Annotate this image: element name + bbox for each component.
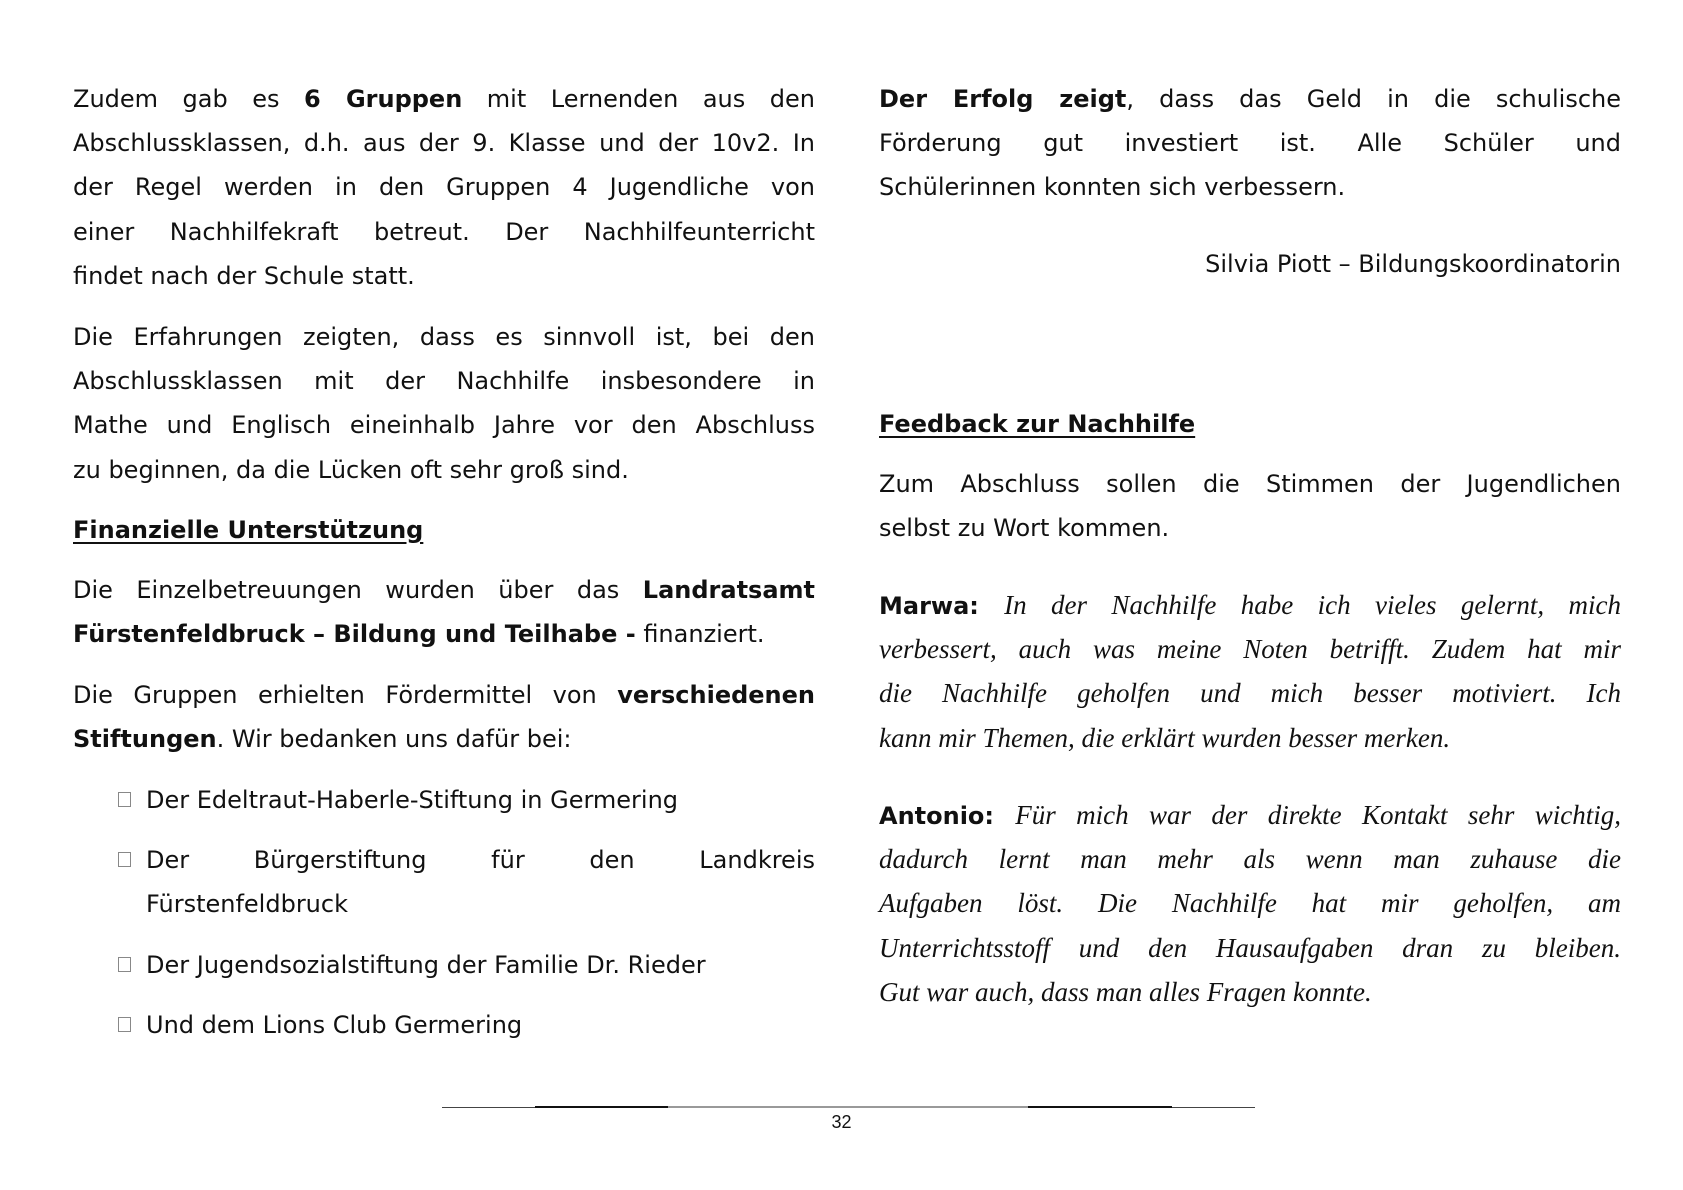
text-run	[979, 592, 1004, 620]
text-line	[879, 793, 1621, 837]
text-line	[73, 77, 815, 121]
text-run: verbessert, auch was meine Noten betrifft. Zudem hat mir	[879, 634, 1621, 665]
text-line	[73, 254, 815, 298]
text-run: zu beginnen, da die Lücken oft sehr groß sind.	[73, 455, 629, 484]
list-item	[146, 838, 815, 926]
text-line	[73, 315, 815, 359]
text-run: finanziert.	[635, 620, 765, 649]
text-run: Unterrichtsstoff und den Hausaufgaben dran zu bleiben.	[879, 932, 1621, 963]
text-line	[879, 121, 1621, 165]
paragraph-stiftungen	[73, 673, 815, 761]
text-line	[73, 359, 815, 403]
text-run: Feedback zur Nachhilfe	[879, 410, 1196, 438]
text-run: Für mich war der direkte Kontakt sehr wichtig,	[1015, 800, 1621, 830]
text-run: dadurch lernt man mehr als wenn man zuhause die	[879, 844, 1621, 875]
text-run: Der Edeltraut-Haberle-Stiftung in Germering	[146, 786, 679, 814]
text-run: kann mir Themen, die erklärt wurden besser merken.	[879, 722, 1451, 753]
quote-antonio	[879, 793, 1621, 1014]
text-run: Antonio:	[879, 802, 995, 830]
paragraph-erfolg	[879, 77, 1621, 210]
text-line	[879, 402, 1621, 446]
list-item	[146, 943, 815, 987]
text-line	[73, 568, 815, 612]
text-run: Zum Abschluss sollen die Stimmen der Jugendlichen	[879, 470, 1621, 498]
text-run: die Nachhilfe geholfen und mich besser motiviert. Ich	[879, 678, 1621, 709]
text-line	[146, 778, 815, 822]
quote-marwa	[879, 583, 1621, 760]
text-line	[73, 121, 815, 165]
text-line	[879, 970, 1621, 1014]
text-line	[73, 508, 815, 552]
text-run: Und dem Lions Club Germering	[146, 1011, 523, 1039]
text-run: , dass das Geld in die schulische	[1126, 85, 1621, 113]
text-run: Mathe und Englisch eineinhalb Jahre vor den Abschluss	[73, 411, 815, 440]
signature	[879, 242, 1621, 286]
text-run: Fürstenfeldbruck – Bildung und Teilhabe -	[73, 620, 636, 649]
text-line	[879, 462, 1621, 506]
text-run: Aufgaben löst. Die Nachhilfe hat mir geholfen, am	[879, 888, 1621, 919]
text-run: Die Einzelbetreuungen wurden über das	[73, 576, 643, 604]
text-line	[879, 837, 1621, 881]
text-line	[73, 165, 815, 209]
checkbox-bullet-icon	[118, 957, 131, 972]
text-run: Marwa:	[879, 592, 979, 620]
paragraph-intro	[879, 462, 1621, 550]
text-line	[146, 943, 815, 987]
text-line	[73, 717, 815, 761]
text-run: Die Gruppen erhielten Fördermittel von	[73, 681, 618, 709]
checkbox-bullet-icon	[118, 792, 131, 807]
text-run: einer Nachhilfekraft betreut. Der Nachhilfeunterricht	[73, 217, 815, 246]
text-run: Landratsamt	[642, 576, 815, 604]
text-run: Schülerinnen konnten sich verbessern.	[879, 173, 1346, 202]
text-run: der Regel werden in den Gruppen 4 Jugendliche von	[73, 173, 815, 202]
text-run	[994, 802, 1015, 830]
text-run: Förderung gut investiert ist. Alle Schüler und	[879, 129, 1621, 158]
text-run: findet nach der Schule statt.	[73, 261, 415, 290]
text-run: Die Erfahrungen zeigten, dass es sinnvoll ist, bei den	[73, 323, 815, 351]
text-line	[879, 716, 1621, 760]
text-line	[73, 612, 815, 656]
text-run: selbst zu Wort kommen.	[879, 514, 1170, 543]
checkbox-bullet-icon	[118, 852, 131, 867]
text-run: In der Nachhilfe habe ich vieles gelernt, mich	[1004, 590, 1621, 620]
list-item	[146, 1003, 815, 1047]
text-run: Fürstenfeldbruck	[146, 890, 348, 919]
list-item	[146, 778, 815, 822]
text-run: mit Lernenden aus den	[462, 85, 815, 113]
text-run: Zudem gab es	[73, 85, 305, 113]
text-run: Abschlussklassen, d.h. aus der 9. Klasse und der 10v2. In	[73, 129, 815, 158]
text-line	[146, 882, 815, 926]
paragraph-groups	[73, 77, 815, 298]
text-line	[879, 165, 1621, 209]
text-line	[73, 403, 815, 447]
text-line	[879, 627, 1621, 671]
text-line	[73, 448, 815, 492]
text-line	[73, 673, 815, 717]
text-run: Stiftungen	[73, 725, 217, 754]
text-run: Der Erfolg zeigt	[879, 85, 1127, 113]
footer-rule-accent	[668, 1106, 1028, 1108]
text-line	[879, 242, 1621, 286]
text-run: Der Bürgerstiftung für den Landkreis	[146, 846, 815, 874]
text-run: Der Jugendsozialstiftung der Familie Dr. Rieder	[146, 951, 706, 979]
text-line	[879, 926, 1621, 970]
text-run: Gut war auch, dass man alles Fragen konnte.	[879, 976, 1372, 1007]
text-line	[879, 506, 1621, 550]
heading-finanzielle-unterstuetzung	[73, 508, 815, 552]
text-line	[146, 1003, 815, 1047]
page-number: 32	[831, 1112, 852, 1132]
text-run: verschiedenen	[617, 681, 815, 709]
text-line	[146, 838, 815, 882]
paragraph-experience	[73, 315, 815, 492]
text-line	[879, 583, 1621, 627]
text-line	[879, 881, 1621, 925]
text-run: . Wir bedanken uns dafür bei:	[216, 725, 572, 754]
text-line	[73, 210, 815, 254]
checkbox-bullet-icon	[118, 1017, 131, 1032]
text-line	[879, 671, 1621, 715]
text-run: Abschlussklassen mit der Nachhilfe insbesondere in	[73, 367, 815, 396]
text-run: Silvia Piott – Bildungskoordinatorin	[1205, 250, 1621, 278]
text-run: 6 Gruppen	[304, 85, 463, 113]
paragraph-landratsamt	[73, 568, 815, 656]
text-line	[879, 77, 1621, 121]
heading-feedback	[879, 402, 1621, 446]
text-run: Finanzielle Unterstützung	[73, 516, 424, 544]
